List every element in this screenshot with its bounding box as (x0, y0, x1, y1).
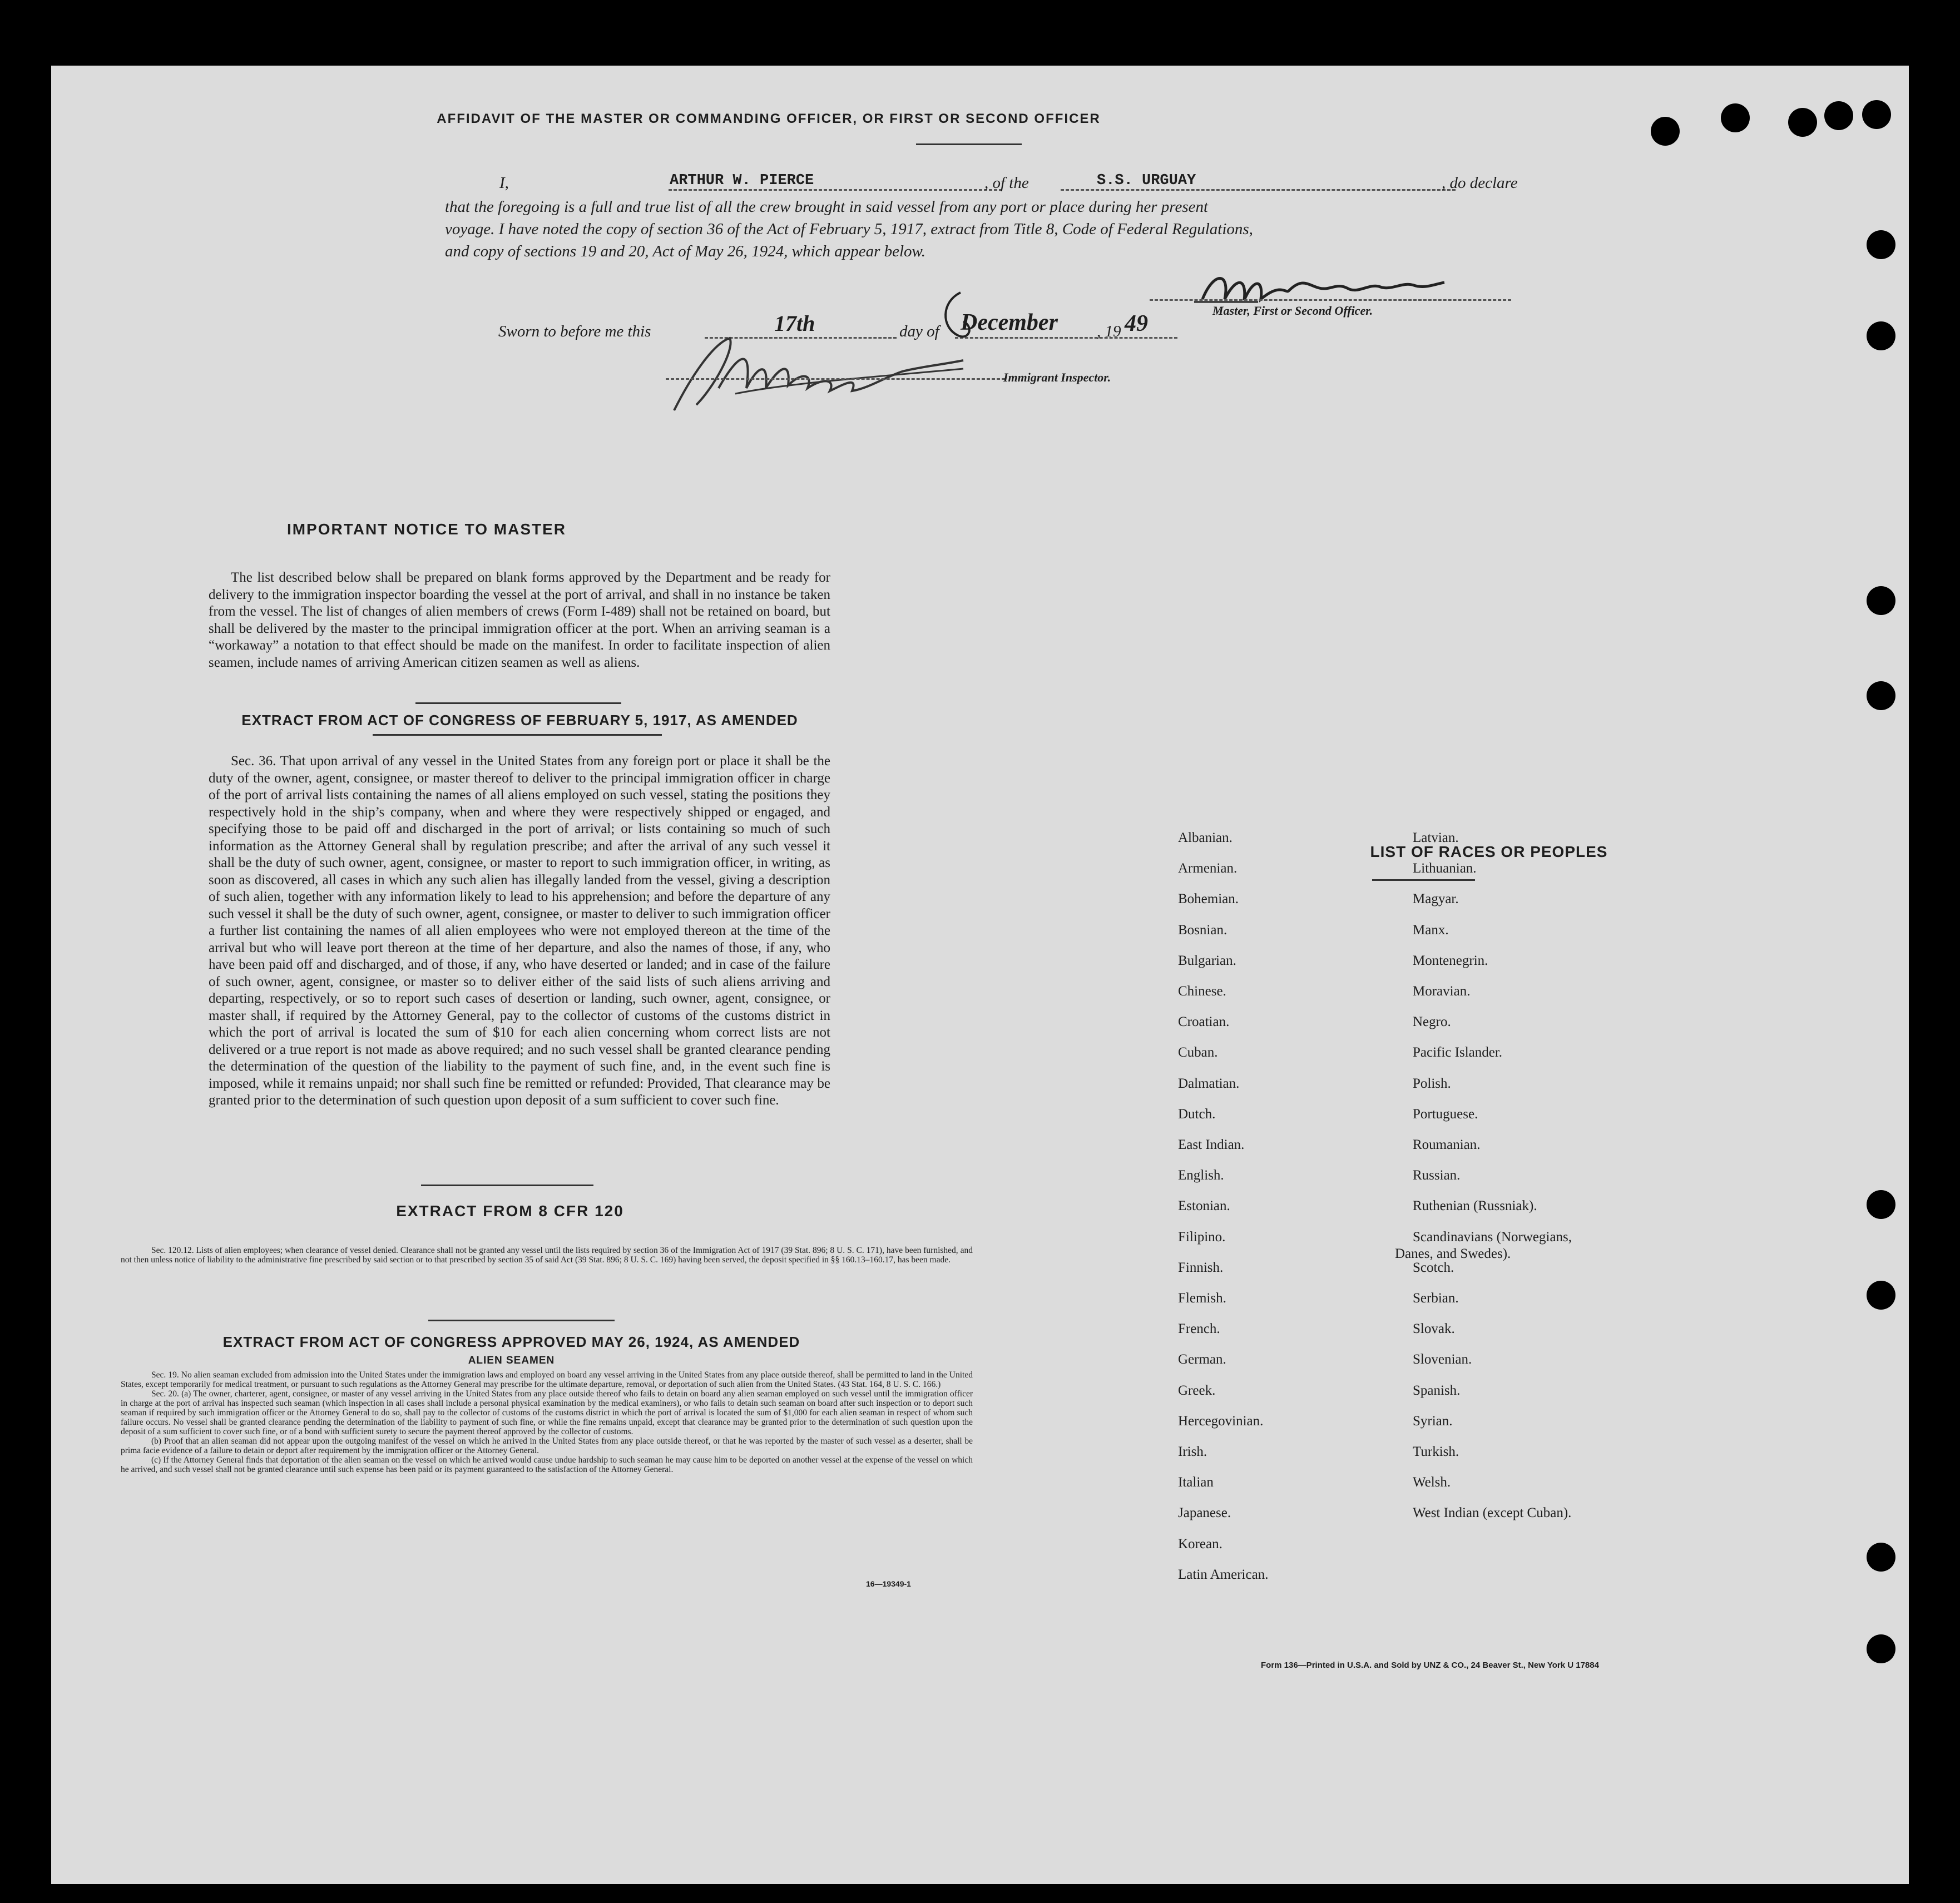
race-item: Roumanian. (1413, 1137, 1481, 1152)
punch-hole (1867, 1281, 1895, 1310)
race-item: Hercegovinian. (1178, 1413, 1264, 1429)
race-item: Scotch. (1413, 1260, 1454, 1275)
month-value: December (961, 310, 1058, 335)
year-value: 49 (1125, 311, 1148, 336)
extract-1924-subtitle: ALIEN SEAMEN (468, 1355, 555, 1366)
document-page (51, 66, 1909, 1884)
extract-1924-body (121, 1370, 973, 1474)
master-caption: Master, First or Second Officer. (1212, 304, 1373, 318)
punch-hole (1862, 100, 1891, 129)
race-item: Filipino. (1178, 1229, 1226, 1245)
race-item: Scandinavians (Norwegians, (1413, 1229, 1572, 1245)
inspector-caption: Immigrant Inspector. (1003, 370, 1111, 384)
races-divider (1372, 879, 1475, 881)
race-item: Italian (1178, 1475, 1214, 1490)
race-item: Korean. (1178, 1536, 1222, 1552)
race-item: Russian. (1413, 1168, 1461, 1183)
races-title: LIST OF RACES OR PEOPLES (1370, 843, 1608, 860)
race-item: Moravian. (1413, 984, 1471, 999)
race-item: Slovak. (1413, 1321, 1455, 1337)
race-item: Slovenian. (1413, 1352, 1472, 1367)
race-item: West Indian (except Cuban). (1413, 1505, 1572, 1521)
race-item: Syrian. (1413, 1413, 1453, 1429)
race-item: Finnish. (1178, 1260, 1224, 1275)
day-value: 17th (774, 311, 815, 336)
extract-1917-end-divider (421, 1185, 593, 1186)
race-item: Lithuanian. (1413, 861, 1477, 876)
punch-hole (1867, 1190, 1895, 1219)
punch-hole (1721, 103, 1750, 132)
statement-line-1: that the foregoing is a full and true list of all the crew brought in said vessel from any port or place during her present (445, 198, 1209, 216)
race-item: Flemish. (1178, 1291, 1226, 1306)
of-the-label: , of the (984, 174, 1029, 192)
master-signature-line (1150, 299, 1511, 301)
form-footer: Form 136—Printed in U.S.A. and Sold by UNZ & CO., 24 Beaver St., New York U 17884 (1261, 1661, 1599, 1670)
punch-hole (1867, 681, 1895, 710)
race-item: Turkish. (1413, 1444, 1459, 1459)
race-item: Polish. (1413, 1076, 1451, 1091)
affidavit-title: AFFIDAVIT OF THE MASTER OR COMMANDING OFFICER, OR FIRST OR SECOND OFFICER (437, 111, 1101, 126)
race-item: Pacific Islander. (1413, 1045, 1503, 1060)
race-item: Croatian. (1178, 1014, 1230, 1030)
race-item: Latin American. (1178, 1567, 1269, 1582)
vessel-name: S.S. URGUAY (1097, 172, 1196, 189)
notice-text: The list described below shall be prepared on blank forms approved by the Department and be ready for delivery to the immigration inspector boarding the vessel at the port of arrival, and shall in no instance be taken from the vessel. The list of changes of alien members of crews (Form I-489) shall not be retained on board, but shall be delivered by the master to the principal immigration officer at the port. When an arriving seaman is a “workaway” a notation to that effect should be made on the manifest. In order to facilitate inspection of alien seamen, include names of arriving American citizen seamen as well as aliens. (209, 570, 830, 670)
notice-title: IMPORTANT NOTICE TO MASTER (286, 521, 567, 538)
statement-line-3: and copy of sections 19 and 20, Act of May 26, 1924, which appear below. (445, 242, 925, 260)
race-item: French. (1178, 1321, 1220, 1337)
race-item: Bulgarian. (1178, 953, 1236, 968)
race-item: Japanese. (1178, 1505, 1231, 1521)
race-item: Estonian. (1178, 1198, 1230, 1214)
day-label: day of (899, 323, 939, 340)
race-item: Greek. (1178, 1382, 1216, 1398)
race-item: Magyar. (1413, 891, 1459, 907)
race-item: Manx. (1413, 922, 1449, 938)
punch-hole (1867, 230, 1895, 259)
sworn-label: Sworn to before me this (498, 323, 651, 340)
inspector-signature (652, 327, 1008, 422)
race-item: Serbian. (1413, 1291, 1459, 1306)
race-item: East Indian. (1178, 1137, 1245, 1152)
race-item: Albanian. (1178, 830, 1233, 845)
race-item: Cuban. (1178, 1045, 1218, 1060)
punch-hole (1788, 108, 1817, 137)
race-item: Dutch. (1178, 1106, 1216, 1122)
race-item: Bohemian. (1178, 891, 1239, 907)
do-declare-label: , do declare (1442, 174, 1518, 192)
sec-19-text: Sec. 19. No alien seaman excluded from admission into the United States under the immigration laws and employed on board any vessel arriving in the United States from any place outside thereof, shall be permitted to land in the United States, except temporarily for medical treatment, or pursuant to such regulations as the Attorney General may prescribe for the ultimate departure, removal, or deportation of such alien from the United States. (43 Stat. 164, 8 U. S. C. 166.) (121, 1370, 973, 1389)
form-code: 16—19349-1 (866, 1579, 911, 1588)
punch-hole (1867, 1543, 1895, 1572)
sec-20a-text: Sec. 20. (a) The owner, charterer, agent, consignee, or master of any vessel arriving in the United States from any place outside thereof who fails to detain on board any alien seaman employed on such vessel until the immigration officer in charge at the port of arrival has inspected such seaman (which inspection in all cases shall include a personal physical examination by the medical examiners), or who fails to detain such seaman on board after such inspection or to deport such seaman if required by such immigration officer or the Attorney General to do so, shall pay to the collector of customs of the customs district in which the port of arrival is located the sum of $1,000 for each alien seaman in respect of whom such failure occurs. No vessel shall be granted clearance pending the determination of the liability to payment of such fine, or while the fine remains unpaid, except that clearance may be granted prior to the determination of such question upon the deposit of a sum sufficient to cover such fine, or of a bond with sufficient surety to secure the payment thereof approved by the collector of customs. (121, 1389, 973, 1436)
race-item: Irish. (1178, 1444, 1207, 1459)
officer-name: ARTHUR W. PIERCE (670, 172, 814, 189)
statement-line-2: voyage. I have noted the copy of section 36 of the Act of February 5, 1917, extract from Title 8, Code of Federal Regulations, (445, 220, 1253, 238)
race-item: English. (1178, 1168, 1224, 1183)
race-item: German. (1178, 1352, 1226, 1367)
race-item: Ruthenian (Russniak). (1413, 1198, 1537, 1214)
race-item: Bosnian. (1178, 922, 1228, 938)
extract-cfr-divider (428, 1320, 615, 1321)
punch-hole (1867, 586, 1895, 615)
race-item: Spanish. (1413, 1382, 1461, 1398)
extract-1917-divider (373, 734, 662, 736)
punch-hole (1824, 101, 1853, 130)
race-item: Montenegrin. (1413, 953, 1488, 968)
extract-1917-text: Sec. 36. That upon arrival of any vessel in the United States from any foreign port or place it shall be the duty of the owner, agent, consignee, or master thereof to deliver to the principal immigration officer in charge of the port of arrival lists containing the names of all aliens employed on such vessel, stating the positions they respectively hold in the ship’s company, when and where they were respectively shipped or engaged, and specifying those to be paid off and discharged in the port of arrival; or lists containing so much of such information as the Attorney General shall by regulation prescribe; and after the arrival of any such vessel it shall be the duty of such owner, agent, consignee, or master to report to such immigration officer, in writing, as soon as discovered, all cases in which any such alien has illegally landed from the vessel, giving a description of such alien, together with any information likely to lead to his apprehension; and before the departure of any such vessel it shall be the duty of such owner, agent, consignee, or master to deliver to such immigration officer a further list containing the names of all alien employees who were not employed thereon at the time of the arrival but who will leave port thereon at the time of her departure, and also the names of those, if any, who have been paid off and discharged, and of those, if any, who have deserted or landed; and in case of the failure of such owner, agent, consignee, or master so to deliver either of the said lists of such aliens arriving and departing, respectively, or so to report such cases of desertion or landing, such owner, agent, consignee, or master shall, if required by the Attorney General, pay to the collector of customs of the customs district in which the port of arrival is located the sum of $10 for each alien concerning whom correct lists are not delivered or a true report is not made as above required; and no such vessel shall be granted clearance pending the determination of the question of the liability to the payment of such fine, and, in the event such fine is imposed, while it remains unpaid; nor shall such fine be remitted or refunded: Provided, That clearance may be granted prior to the determination of such question upon deposit of a sum sufficient to cover such fine. (209, 754, 830, 1108)
race-item: Danes, and Swedes). (1395, 1246, 1511, 1261)
race-item: Armenian. (1178, 861, 1238, 876)
title-divider (916, 143, 1022, 145)
race-item: Latvian. (1413, 830, 1459, 845)
punch-hole (1651, 117, 1680, 146)
notice-divider (415, 702, 621, 704)
extract-cfr-title: EXTRACT FROM 8 CFR 120 (396, 1202, 624, 1220)
race-item: Portuguese. (1413, 1106, 1478, 1122)
race-item: Welsh. (1413, 1475, 1451, 1490)
name-line (669, 189, 1002, 191)
year-prefix: , 19 (1097, 323, 1121, 340)
race-item: Chinese. (1178, 984, 1226, 999)
extract-1924-title: EXTRACT FROM ACT OF CONGRESS APPROVED MAY 26, 1924, AS AMENDED (222, 1334, 800, 1350)
race-item: Dalmatian. (1178, 1076, 1240, 1091)
race-item: Negro. (1413, 1014, 1451, 1030)
sec-20b-text: (b) Proof that an alien seaman did not appear upon the outgoing manifest of the vessel on which he arrived in the United States from any place outside thereof, or that he was reported by the master of such vessel as a deserter, shall be prima facie evidence of a failure to detain or deport after requirement by the immigration officer or the Attorney General. (121, 1436, 973, 1455)
extract-1917-title: EXTRACT FROM ACT OF CONGRESS OF FEBRUARY 5, 1917, AS AMENDED (241, 712, 798, 729)
vessel-line (1061, 189, 1456, 191)
sec-20c-text: (c) If the Attorney General finds that deportation of the alien seaman on the vessel on which he arrived would cause undue hardship to such seaman he may cause him to be deported on another vessel at the expense of the vessel on which he arrived, and such vessel shall not be granted clearance until such expense has been paid or its payment guaranteed to the satisfaction of the Attorney General. (121, 1455, 973, 1474)
punch-hole (1867, 1634, 1895, 1663)
affidavit-lead: I, (499, 174, 509, 192)
extract-cfr-text: Sec. 120.12. Lists of alien employees; when clearance of vessel denied. Clearance shall not be granted any vessel until the lists required by section 36 of the Immigration Act of 1917 (39 Stat. 896; 8 U. S. C. 171), have been furnished, and not then unless notice of liability to the administrative fine prescribed by said section or to that prescribed by section 35 of said Act (39 Stat. 896; 8 U. S. C. 169) having been served, the deposit specified in §§ 160.13–160.17, has been made. (121, 1246, 973, 1265)
punch-hole (1867, 321, 1895, 350)
inspector-signature-line (666, 378, 1005, 380)
